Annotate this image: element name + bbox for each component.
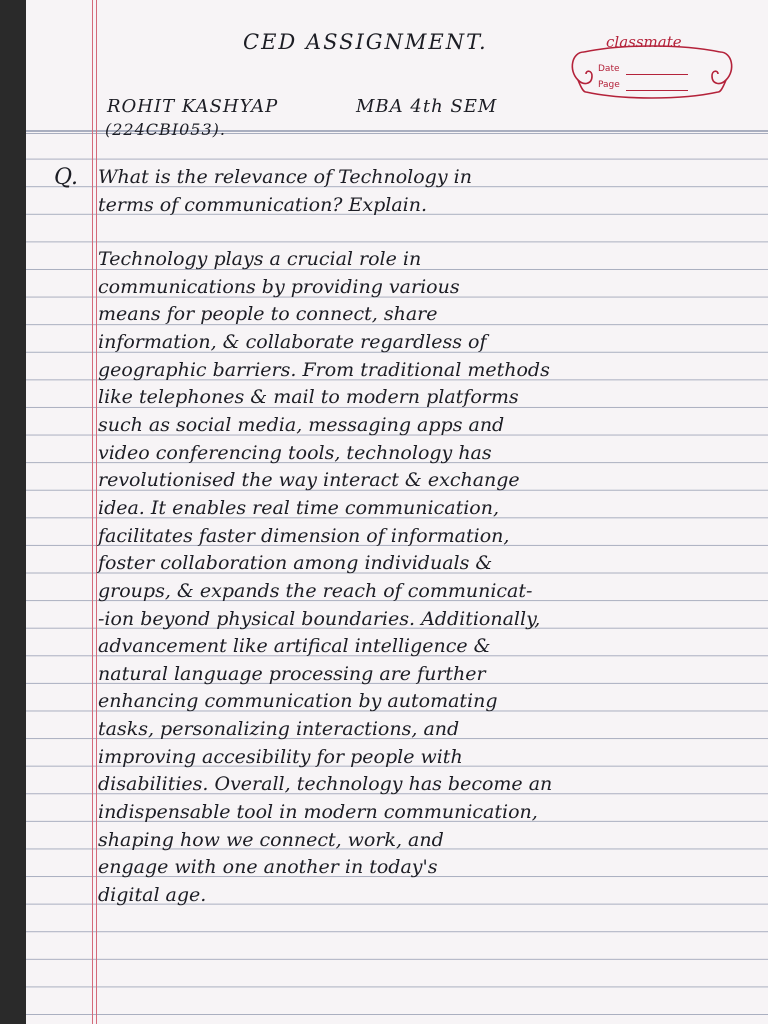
answer-line: facilitates faster dimension of information, [98, 525, 510, 547]
answer-line: shaping how we connect, work, and [98, 829, 444, 851]
answer-line: indispensable tool in modern communication, [98, 801, 538, 823]
answer-line: idea. It enables real time communication, [98, 497, 499, 519]
answer-line: like telephones & mail to modern platforms [98, 386, 519, 408]
classmate-stamp [562, 30, 742, 110]
answer-line: foster collaboration among individuals & [98, 552, 493, 574]
question-line: terms of communication? Explain. [98, 194, 428, 216]
answer-line: revolutionised the way interact & exchange [98, 469, 520, 491]
answer-line: -ion beyond physical boundaries. Additionally, [98, 608, 541, 630]
answer-line: Technology plays a crucial role in [98, 248, 422, 270]
student-name: ROHIT KASHYAP [107, 96, 279, 117]
stamp-page-label: Page [598, 80, 620, 90]
stamp-date-line [626, 74, 688, 75]
roll-number: (224CBI053). [105, 120, 226, 139]
notebook-page [26, 0, 768, 1024]
answer-line: engage with one another in today's [98, 856, 438, 878]
answer-line: tasks, personalizing interactions, and [98, 718, 460, 740]
question-marker: Q. [54, 165, 78, 190]
answer-line: geographic barriers. From traditional methods [98, 359, 550, 381]
answer-line: improving accesibility for people with [98, 746, 463, 768]
answer-line: information, & collaborate regardless of [98, 331, 487, 353]
answer-line: such as social media, messaging apps and [98, 414, 505, 436]
answer-line: communications by providing various [98, 276, 460, 298]
answer-line: digital age. [98, 884, 207, 906]
stamp-date-label: Date [598, 64, 620, 74]
answer-line: video conferencing tools, technology has [98, 442, 492, 464]
answer-line: disabilities. Overall, technology has become an [98, 773, 553, 795]
stamp-brand: classmate [606, 33, 682, 51]
answer-line: enhancing communication by automating [98, 690, 498, 712]
margin-line-left [92, 0, 93, 1024]
question-line: What is the relevance of Technology in [98, 166, 472, 188]
assignment-title: CED ASSIGNMENT. [243, 30, 488, 54]
answer-line: means for people to connect, share [98, 303, 438, 325]
stamp-page-line [626, 90, 688, 91]
answer-line: natural language processing are further [98, 663, 486, 685]
answer-line: advancement like artifical intelligence & [98, 635, 491, 657]
margin-line-right [96, 0, 97, 1024]
course-label: MBA 4th SEM [356, 96, 498, 117]
answer-line: groups, & expands the reach of communicat- [98, 580, 533, 602]
